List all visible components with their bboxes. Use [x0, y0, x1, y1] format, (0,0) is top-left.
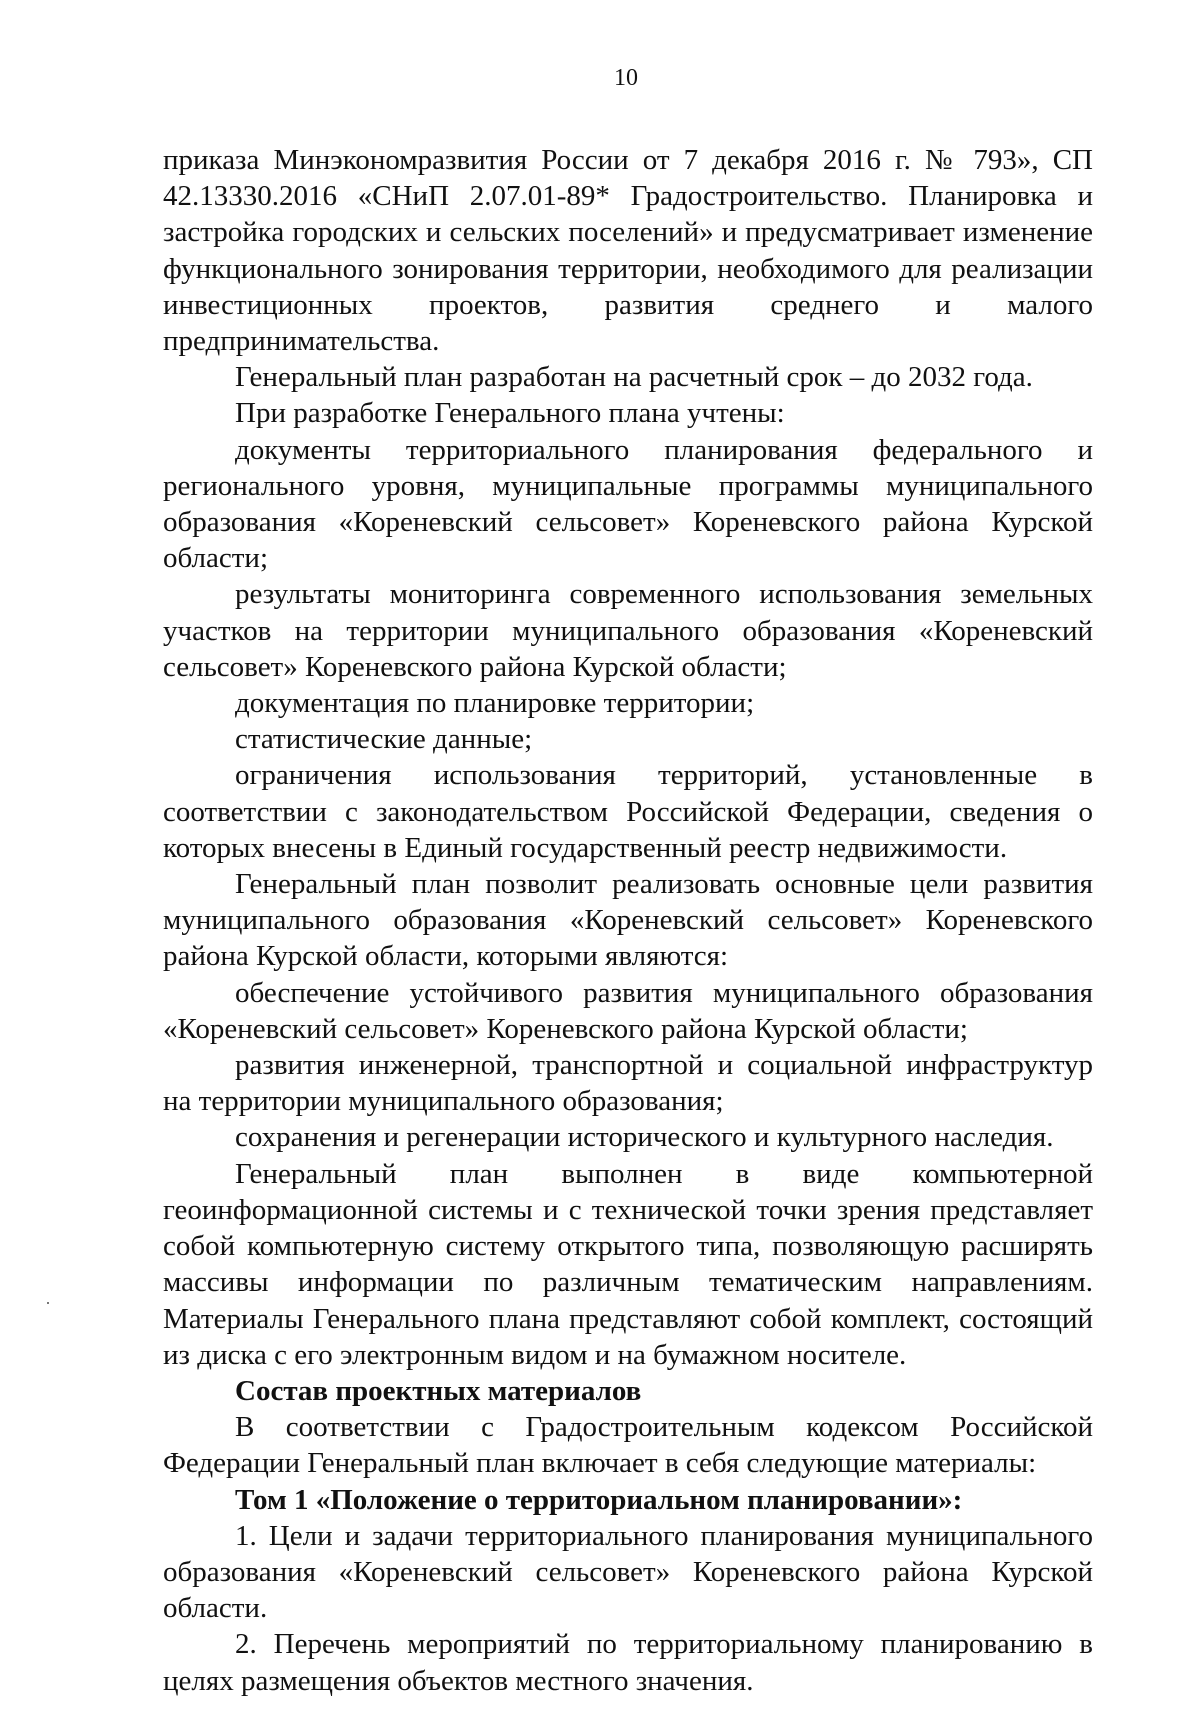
list-item-planning-documents: документы территориального планирования федерального и регионального уровня, муниципальные программы муниципального образования «Кореневский сельсовет» Кореневского района Курской области; [163, 433, 1093, 575]
list-item-monitoring-results: результаты мониторинга современного использования земельных участков на территории муниципального образования «Кореневский сельсовет» Кореневского района Курской области; [163, 578, 1093, 683]
list-item-statistics: статистические данные; [235, 723, 533, 756]
document-body [163, 142, 1093, 1699]
section-heading-project-materials: Состав проектных материалов [235, 1374, 642, 1407]
scan-speck [47, 1302, 49, 1304]
paragraph-gis-description: Генеральный план выполнен в виде компьютерной геоинформационной системы и с технической точки зрения представляет собой компьютерную систему открытого типа, позволяющую расширять массивы информации по различным тематическим направлениям. Материалы Генерального плана представляют собой комплект, состоящий из диска с его электронным видом и на бумажном носителе. [163, 1157, 1093, 1371]
list-item-infrastructure: развития инженерной, транспортной и социальной инфраструктур на территории муниципального образования; [163, 1049, 1093, 1118]
paragraph-materials-intro: В соответствии с Градостроительным кодексом Российской Федерации Генеральный план включает в себя следующие материалы: [163, 1411, 1093, 1480]
list-item-planning-documentation: документация по планировке территории; [235, 687, 755, 720]
paragraph-goals-intro: Генеральный план позволит реализовать основные цели развития муниципального образования «Кореневский сельсовет» Кореневского района Курской области, которыми являются: [163, 868, 1093, 973]
numbered-item-goals: 1. Цели и задачи территориального планирования муниципального образования «Кореневский сельсовет» Кореневского района Курской области. [163, 1519, 1093, 1625]
page-number: 10 [614, 65, 638, 91]
paragraph-intro-continuation: приказа Минэкономразвития России от 7 декабря 2016 г. № 793», СП 42.13330.2016 «СНиП 2.07.01-89* Градостроительство. Планировка и застройка городских и сельских поселений» и предусматривает изменение функционального зонирования территории, необходимого для реализации инвестиционных проектов, развития среднего и малого предпринимательства. [163, 144, 1093, 358]
numbered-item-measures: 2. Перечень мероприятий по территориальному планированию в целях размещения объектов местного значения. [163, 1628, 1093, 1697]
paragraph-planning-term: Генеральный план разработан на расчетный срок – до 2032 года. [235, 361, 1033, 394]
list-item-restrictions: ограничения использования территорий, установленные в соответствии с законодательством Российской Федерации, сведения о которых внесены в Единый государственный реестр недвижимости. [163, 759, 1093, 864]
paragraph-considered-heading: При разработке Генерального плана учтены: [235, 397, 785, 430]
volume-heading: Том 1 «Положение о территориальном планировании»: [235, 1483, 963, 1516]
list-item-heritage: сохранения и регенерации исторического и культурного наследия. [235, 1121, 1054, 1154]
list-item-sustainable-development: обеспечение устойчивого развития муниципального образования «Кореневский сельсовет» Кореневского района Курской области; [163, 976, 1093, 1045]
